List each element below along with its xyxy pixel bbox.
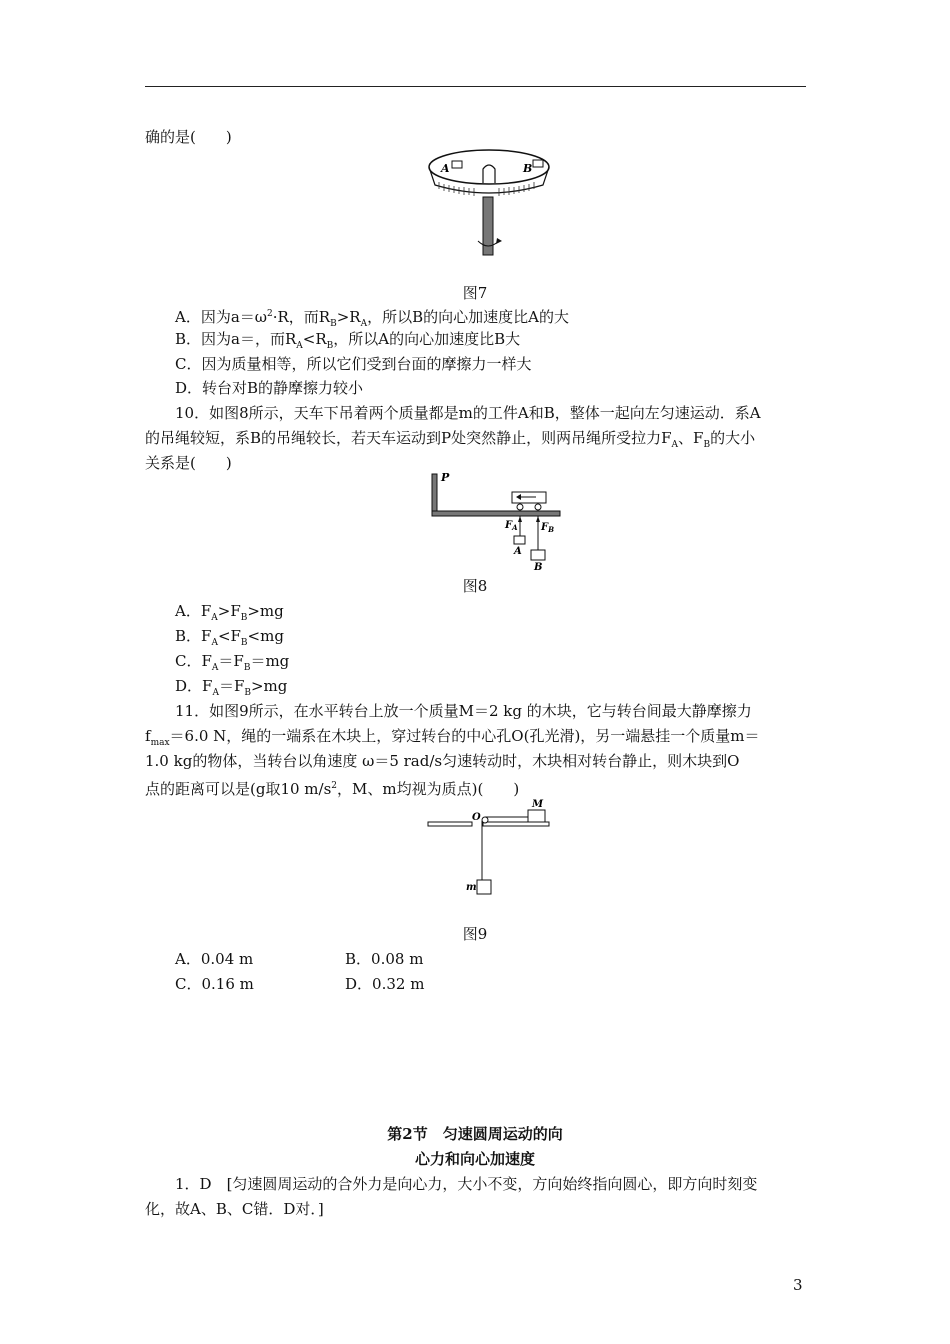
figure-8-caption: 图8 [462,577,488,595]
q10-line-2: 的吊绳较短，系B的吊绳较长，若天车运动到P处突然静止，则两吊绳所受拉力$F_A$、$F_B$的大小 [145,429,756,450]
section-title-line-1: 第2节 匀速圆周运动的向 [387,1125,563,1143]
fig8-label-FB: $F_B$ [541,522,555,534]
q10-option-d: D．$F_A=F_B>mg$ [175,677,288,698]
fig9-label-M: M [532,799,544,810]
fig8-label-P: P [441,471,450,484]
q9-option-b: B．因为a＝，而$R_A<R_B$，所以A的向心加速度比B大 [175,330,521,351]
q11-line-3: 1.0 kg的物体，当转台以角速度 ω＝5 rad/s匀速转动时，木块相对转台静止，则木块到O [145,752,740,770]
q10-option-a: A．$F_A>F_B>mg$ [175,602,284,623]
figure-9-caption: 图9 [462,925,488,943]
page-number: 3 [793,1276,803,1294]
figure-8-crane [430,470,565,572]
fig9-label-m: m [466,882,477,893]
q11-option-a: A．0.04 m [175,950,254,968]
q11-option-c: C．0.16 m [175,975,254,993]
fig8-label-B: B [534,562,543,572]
fig7-label-B: B [523,162,533,175]
fig8-label-FA: $F_A$ [505,520,518,532]
q10-line-1: 10．如图8所示，天车下吊着两个质量都是m的工件A和B，整体一起向左匀速运动．系A [175,404,761,422]
q11-option-b: B．0.08 m [345,950,424,968]
q10-line-3: 关系是( ) [145,454,232,472]
q10-option-b: B．$F_A<F_B<mg$ [175,627,284,648]
section-title-line-2: 心力和向心加速度 [414,1150,535,1168]
text-line: 确的是( ) [145,128,232,146]
q11-option-d: D．0.32 m [345,975,425,993]
q9-option-a: A．因为$a=\omega^2\cdot R$，而$R_B>R_A$，所以B的向心加速度比A的大 [175,308,569,329]
header-rule [145,86,806,87]
q11-line-4: 点的距离可以是(g取10 $m/s^2$，M、m均视为质点)( ) [145,780,520,798]
fig8-label-A: A [514,546,522,557]
q11-line-2: $f_{max}=6.0$ N，绳的一端系在木块上，穿过转台的中心孔O(孔光滑)，另一端悬挂一个质量m＝ [145,727,760,748]
fig9-label-O: O [472,812,481,823]
figure-7-caption: 图7 [462,284,488,302]
q9-option-c: C．因为质量相等，所以它们受到台面的摩擦力一样大 [175,355,532,373]
figure-9-turntable [427,797,552,901]
answer-1-line-1: 1．D [匀速圆周运动的合外力是向心力，大小不变，方向始终指向圆心，即方向时刻变 [175,1175,758,1193]
fig7-label-A: A [441,162,450,175]
answer-1-line-2: 化，故A、B、C错．D对．] [145,1200,324,1218]
q9-option-d: D．转台对B的静摩擦力较小 [175,379,364,397]
q11-line-1: 11．如图9所示，在水平转台上放一个质量M＝2 kg 的木块，它与转台间最大静摩擦力 [175,702,752,720]
figure-7-turntable [425,145,555,273]
q10-option-c: C．$F_A=F_B=mg$ [175,652,290,673]
